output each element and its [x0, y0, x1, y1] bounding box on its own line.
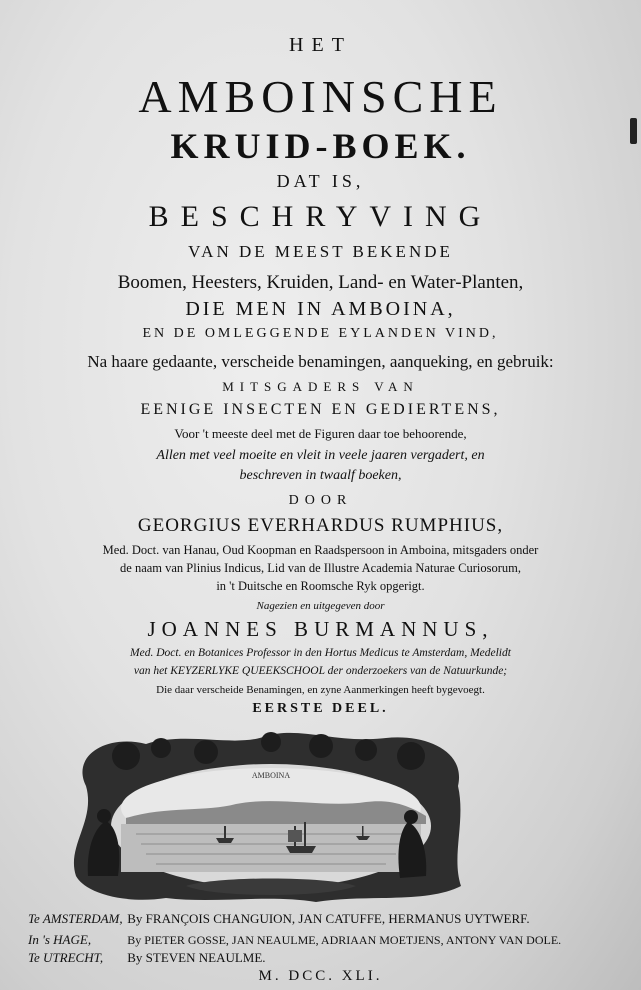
dat-is: DAT IS, [276, 171, 365, 191]
author-name: GEORGIUS EVERHARDUS RUMPHIUS, [137, 515, 504, 536]
author-desc-2: de naam van Plinius Indicus, Lid van de Illustre Academia Naturae Curiosorum, [120, 561, 521, 575]
imprint-place-hage: In 's HAGE, [28, 932, 92, 947]
imprint-place-amsterdam: Te AMSTERDAM, [28, 911, 123, 926]
line-na-haare: Na haare gedaante, verscheide benamingen, aanqueking, en gebruik: [87, 352, 554, 371]
line-allen-met: Allen met veel moeite en vleit in veele jaaren vergadert, en [156, 448, 485, 463]
editor-name: JOANNES BURMANNUS, [147, 617, 494, 641]
line-en-de-omleggende: EN DE OMLEGGENDE EYLANDEN VIND, [142, 326, 499, 341]
editor-desc-2: van het KEYZERLYKE QUEEKSCHOOL der onderzoekers van de Natuurkunde; [133, 665, 508, 677]
line-eenige-insecten: EENIGE INSECTEN EN GEDIERTENS, [140, 401, 501, 418]
author-desc-1: Med. Doct. van Hanau, Oud Koopman en Raadspersoon in Amboina, mitsgaders onder [102, 543, 539, 557]
publication-date: M. DCC. XLI. [258, 968, 383, 984]
title-amboinsche: AMBOINSCHE [138, 71, 503, 122]
line-voor-t-meeste: Voor 't meeste deel met de Figuren daar toe behoorende, [174, 426, 467, 441]
imprint-place-utrecht: Te UTRECHT, [28, 950, 104, 965]
imprint-publishers-amsterdam: By FRANÇOIS CHANGUION, JAN CATUFFE, HERMANUS UYTWERF. [127, 911, 530, 926]
editor-desc-1: Med. Doct. en Botanices Professor in den Hortus Medicus te Amsterdam, Medelidt [130, 647, 511, 659]
line-van-de-meest: VAN DE MEEST BEKENDE [188, 242, 453, 261]
imprint-utrecht [28, 951, 628, 964]
imprint-amsterdam [28, 912, 628, 925]
line-door: DOOR [288, 493, 353, 508]
amboina-engraving [66, 726, 470, 904]
imprint-publishers-utrecht: By STEVEN NEAULME. [127, 950, 266, 965]
line-boomen: Boomen, Heesters, Kruiden, Land- en Water-Planten, [117, 272, 524, 293]
title-kruid-boek: KRUID-BOEK. [170, 126, 471, 166]
nagezien-line: Nagezien en uitgegeven door [256, 600, 385, 612]
volume-label: EERSTE DEEL. [252, 701, 389, 716]
vignette-label: AMBOINA [251, 771, 291, 780]
author-desc-3: in 't Duitsche en Roomsche Ryk opgerigt. [216, 579, 425, 593]
imprint-publishers-hage: By PIETER GOSSE, JAN NEAULME, ADRIAAN MOETJENS, ANTONY VAN DOLE. [127, 933, 562, 947]
line-die-men: DIE MEN IN AMBOINA, [185, 298, 456, 320]
beschryving: BESCHRYVING [148, 200, 493, 233]
editor-desc-3: Die daar verscheide Benamingen, en zyne Aanmerkingen heeft bygevoegt. [156, 684, 485, 696]
line-mitsgaders: MITSGADERS VAN [222, 379, 419, 394]
imprint-hage [28, 933, 628, 946]
line-beschreven: beschreven in twaalf boeken, [239, 468, 402, 483]
title-het: HET [289, 34, 352, 56]
